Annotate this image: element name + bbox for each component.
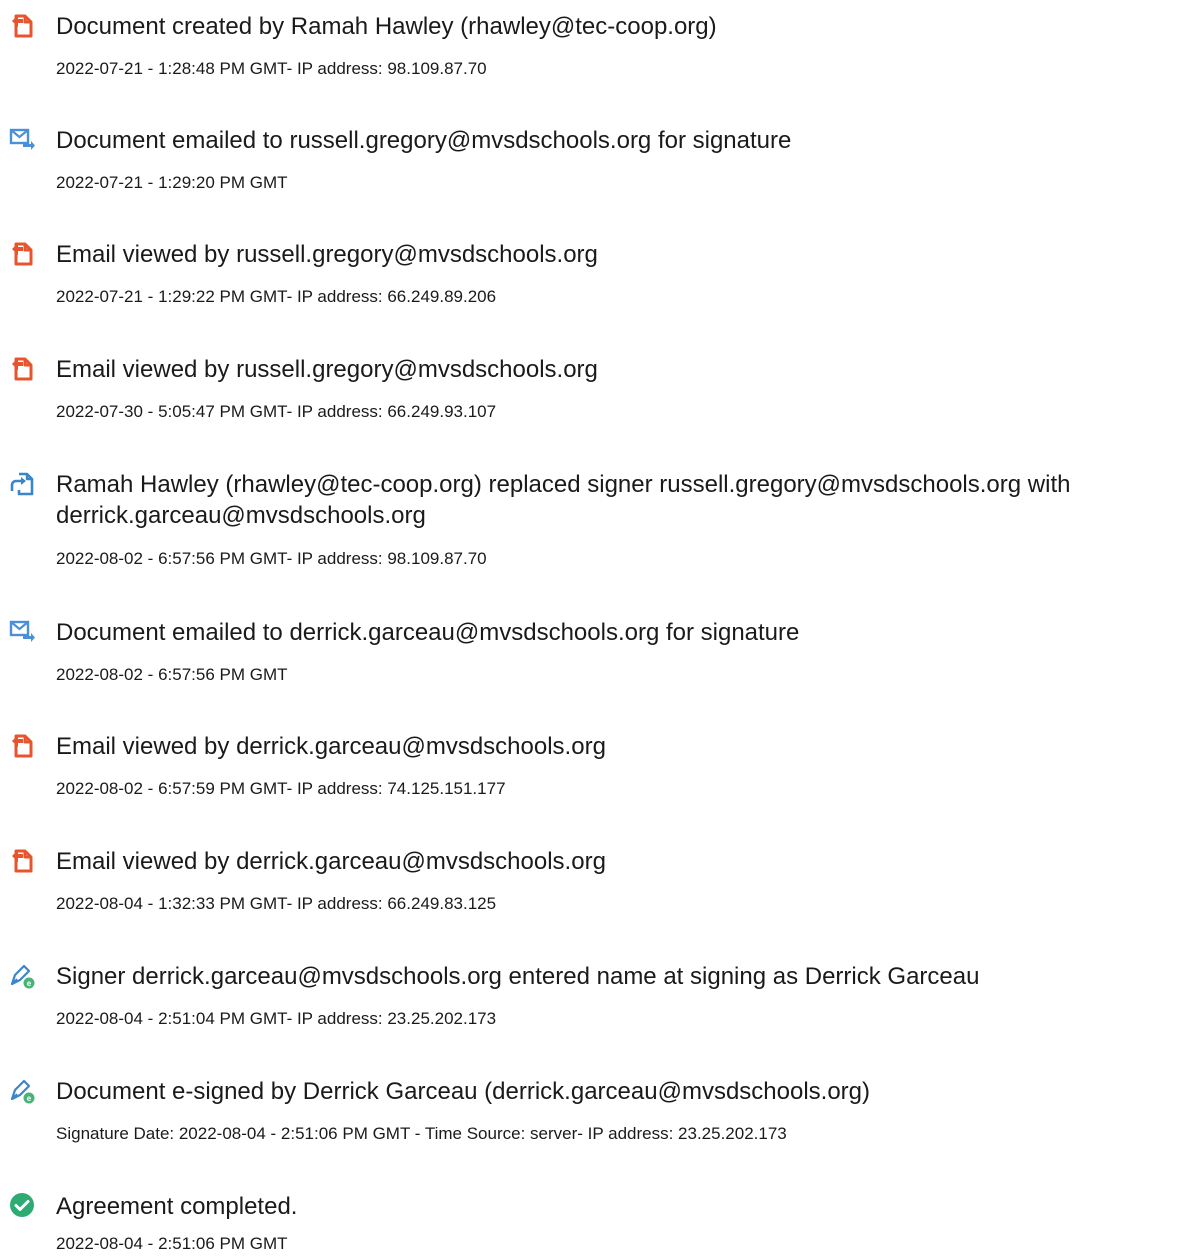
- event-title: Email viewed by derrick.garceau@mvsdschools.org: [56, 848, 606, 875]
- event-meta: 2022-08-04 - 2:51:06 PM GMT: [56, 1234, 288, 1253]
- event-meta: 2022-07-21 - 1:29:20 PM GMT: [56, 173, 288, 192]
- event-meta: 2022-07-21 - 1:28:48 PM GMT- IP address: 98.109.87.70: [56, 59, 487, 78]
- event-title: Document emailed to derrick.garceau@mvsdschools.org for signature: [56, 619, 800, 646]
- document-icon: [8, 847, 36, 875]
- event-title: Agreement completed.: [56, 1193, 298, 1220]
- event-title: Document e-signed by Derrick Garceau (derrick.garceau@mvsdschools.org): [56, 1078, 871, 1105]
- pen-sign-icon: [8, 1077, 36, 1105]
- event-title: Email viewed by russell.gregory@mvsdschools.org: [56, 241, 598, 268]
- event-meta: 2022-07-30 - 5:05:47 PM GMT- IP address: 66.249.93.107: [56, 402, 497, 421]
- event-meta: 2022-08-02 - 6:57:56 PM GMT- IP address: 98.109.87.70: [56, 549, 487, 568]
- svg-text:e: e: [26, 979, 32, 988]
- email-icon: [8, 616, 36, 644]
- event-meta: 2022-08-04 - 2:51:04 PM GMT- IP address: 23.25.202.173: [56, 1009, 497, 1028]
- replace-icon: [8, 470, 36, 498]
- event-meta: Signature Date: 2022-08-04 - 2:51:06 PM GMT - Time Source: server- IP address: 23.25.202.173: [56, 1124, 787, 1143]
- svg-text:e: e: [26, 1094, 32, 1103]
- event-title: Email viewed by russell.gregory@mvsdschools.org: [56, 356, 598, 383]
- document-icon: [8, 732, 36, 760]
- event-meta: 2022-08-04 - 1:32:33 PM GMT- IP address: 66.249.83.125: [56, 894, 497, 913]
- document-icon: [8, 240, 36, 268]
- event-title: Signer derrick.garceau@mvsdschools.org entered name at signing as Derrick Garceau: [56, 963, 980, 990]
- event-meta: 2022-07-21 - 1:29:22 PM GMT- IP address: 66.249.89.206: [56, 287, 497, 306]
- event-meta: 2022-08-02 - 6:57:56 PM GMT: [56, 665, 288, 684]
- event-title: Document emailed to russell.gregory@mvsdschools.org for signature: [56, 127, 792, 154]
- email-icon: [8, 124, 36, 152]
- check-circle-icon: [8, 1191, 36, 1219]
- event-title: Document created by Ramah Hawley (rhawley@tec-coop.org): [56, 13, 717, 40]
- document-icon: [8, 12, 36, 40]
- document-icon: [8, 355, 36, 383]
- event-meta: 2022-08-02 - 6:57:59 PM GMT- IP address: 74.125.151.177: [56, 779, 506, 798]
- pen-sign-icon: [8, 962, 36, 990]
- event-title: Email viewed by derrick.garceau@mvsdschools.org: [56, 733, 606, 760]
- event-title: Ramah Hawley (rhawley@tec-coop.org) replaced signer russell.gregory@mvsdschools.org with derrick.garceau@mvsdschools.org: [56, 471, 1071, 529]
